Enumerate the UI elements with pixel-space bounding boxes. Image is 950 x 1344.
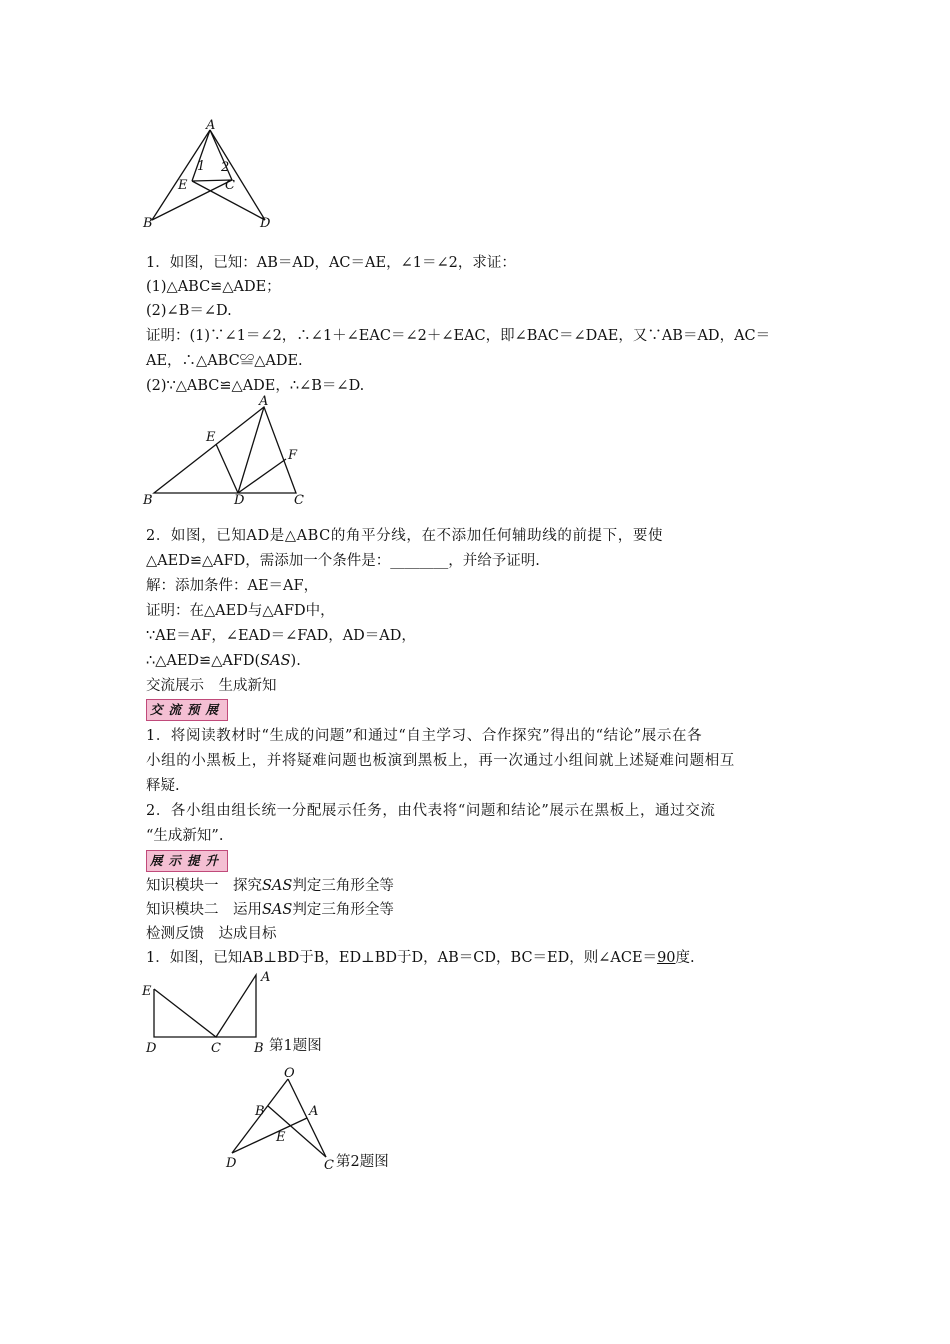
label-2: 2 <box>221 160 230 175</box>
label-C: C <box>324 1158 334 1173</box>
problem1-part2: (2)∠B＝∠D. <box>146 303 232 319</box>
label-B: B <box>143 493 153 508</box>
badge-exchange-preview: 交流预展 <box>146 699 228 721</box>
label-F: F <box>288 448 298 463</box>
problem1-proof-line3: (2)∵△ABC≌△ADE，∴∠B＝∠D. <box>146 378 365 394</box>
knowledge-module-1: 知识模块一 探究SAS判定三角形全等 <box>146 878 394 894</box>
label-C: C <box>225 178 235 193</box>
label-E: E <box>178 178 188 193</box>
problem2-solution2: 证明：在△AED与△AFD中， <box>146 603 335 619</box>
label-D: D <box>234 493 245 508</box>
badge-show-improve: 展示提升 <box>146 850 228 872</box>
problem1-part1: (1)△ABC≌△ADE； <box>146 279 281 295</box>
exchange-p2-line1: 2．各小组由组长统一分配展示任务，由代表将“问题和结论”展示在黑板上，通过交流 <box>146 803 716 819</box>
label-E: E <box>142 984 152 999</box>
exchange-p1-line3: 释疑. <box>146 778 180 794</box>
figure-3-caption: 第1题图 <box>269 1038 322 1054</box>
problem2-solution3: ∵AE＝AF，∠EAD＝∠FAD，AD＝AD， <box>146 628 416 644</box>
section-heading-check: 检测反馈 达成目标 <box>146 926 277 942</box>
problem2-solution4: ∴△AED≌△AFD(SAS). <box>146 653 301 669</box>
exchange-p1-line2: 小组的小黑板上，并将疑难问题也板演到黑板上，再一次通过小组间就上述疑难问题相互 <box>146 753 735 769</box>
figure-4-crossing-triangles <box>220 1065 335 1175</box>
problem1-stem: 1．如图，已知：AB＝AD，AC＝AE，∠1＝∠2，求证： <box>146 255 516 271</box>
label-O: O <box>284 1066 295 1081</box>
problem2-solution1: 解：添加条件：AE＝AF， <box>146 578 319 594</box>
label-D: D <box>260 216 271 231</box>
figure-2-triangle <box>140 395 315 510</box>
label-C: C <box>211 1041 221 1056</box>
figure-4-caption: 第2题图 <box>336 1154 389 1170</box>
problem2-line2: △AED≌△AFD，需添加一个条件是：________，并给予证明. <box>146 553 540 569</box>
problem1-proof-line2: AE，∴△ABC≌△ADE. <box>146 353 303 369</box>
label-B: B <box>143 216 153 231</box>
problem1-proof-line1: 证明：(1)∵∠1＝∠2，∴∠1＋∠EAC＝∠2＋∠EAC，即∠BAC＝∠DAE，又∵AB＝AD，AC＝ <box>146 328 771 344</box>
exchange-p1-line1: 1．将阅读教材时“生成的问题”和通过“自主学习、合作探究”得出的“结论”展示在各 <box>146 728 703 744</box>
exchange-p2-line2: “生成新知”. <box>146 828 224 844</box>
label-E: E <box>206 430 216 445</box>
label-A: A <box>309 1104 319 1119</box>
label-1: 1 <box>197 159 206 174</box>
label-A: A <box>261 970 271 985</box>
section-heading-exchange: 交流展示 生成新知 <box>146 678 277 694</box>
label-E: E <box>276 1130 286 1145</box>
knowledge-module-2: 知识模块二 运用SAS判定三角形全等 <box>146 902 394 918</box>
check-problem1: 1．如图，已知AB⊥BD于B，ED⊥BD于D，AB＝CD，BC＝ED，则∠ACE＝90度. <box>146 950 695 966</box>
label-C: C <box>294 493 304 508</box>
label-D: D <box>226 1156 237 1171</box>
figure-1-triangles <box>140 120 280 232</box>
problem2-line1: 2．如图，已知AD是△ABC的角平分线，在不添加任何辅助线的前提下，要使 <box>146 528 664 544</box>
label-B: B <box>255 1104 265 1119</box>
label-D: D <box>146 1041 157 1056</box>
label-A: A <box>206 118 216 133</box>
figure-3-right-triangles <box>140 965 275 1057</box>
label-A: A <box>259 394 269 409</box>
label-B: B <box>254 1041 264 1056</box>
